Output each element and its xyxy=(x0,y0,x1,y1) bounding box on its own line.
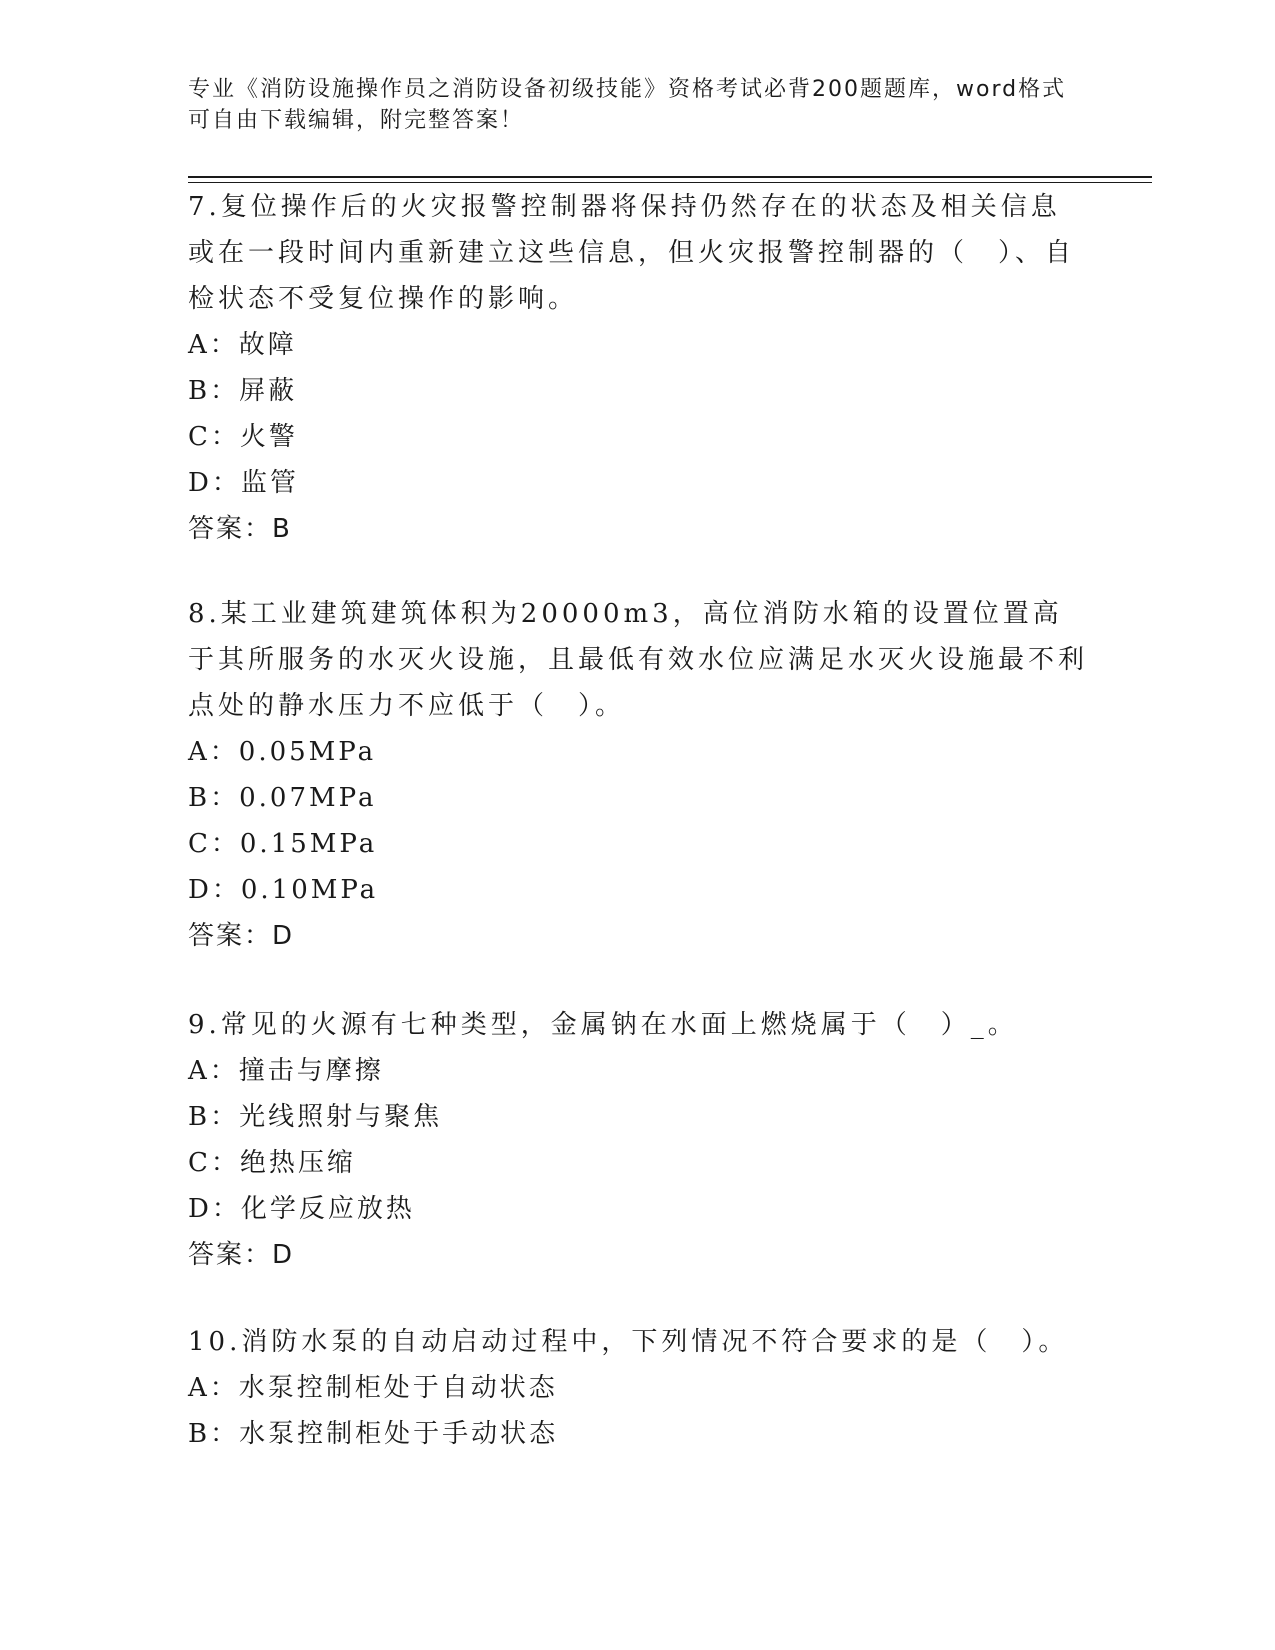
option-c: C：火警 xyxy=(188,422,298,452)
question-10 xyxy=(188,1319,1088,1457)
option-a: A：0.05MPa xyxy=(188,737,377,767)
header-divider-thin xyxy=(188,182,1152,183)
option-b: B：水泵控制柜处于手动状态 xyxy=(188,1419,559,1449)
question-8 xyxy=(188,591,1088,959)
option-d: D：监管 xyxy=(188,468,299,498)
option-b: B：光线照射与聚焦 xyxy=(188,1102,443,1132)
answer-label: 答案：D xyxy=(188,921,295,951)
option-a: A：水泵控制柜处于自动状态 xyxy=(188,1373,558,1403)
option-d: D：0.10MPa xyxy=(188,875,379,905)
question-stem: 9.常见的火源有七种类型，金属钠在水面上燃烧属于（ ）_。 xyxy=(188,1010,1018,1040)
option-c: C：绝热压缩 xyxy=(188,1148,356,1178)
question-7 xyxy=(188,184,1088,552)
option-a: A：故障 xyxy=(188,330,297,360)
option-b: B：屏蔽 xyxy=(188,376,298,406)
option-a: A：撞击与摩擦 xyxy=(188,1056,384,1086)
document-header: 专业《消防设施操作员之消防设备初级技能》资格考试必背200题题库，word格式可自由下载编辑，附完整答案！ xyxy=(188,77,1067,133)
question-stem: 8.某工业建筑建筑体积为20000m3，高位消防水箱的设置位置高于其所服务的水灭火设施，且最低有效水位应满足水灭火设施最不利点处的静水压力不应低于（ ）。 xyxy=(188,599,1089,721)
answer-label: 答案：D xyxy=(188,1240,295,1270)
option-c: C：0.15MPa xyxy=(188,829,378,859)
question-stem: 7.复位操作后的火灾报警控制器将保持仍然存在的状态及相关信息或在一段时间内重新建立这些信息，但火灾报警控制器的（ ）、自检状态不受复位操作的影响。 xyxy=(188,192,1076,314)
question-9 xyxy=(188,1002,1088,1278)
header-divider-thick xyxy=(188,176,1152,178)
question-stem: 10.消防水泵的自动启动过程中，下列情况不符合要求的是（ ）。 xyxy=(188,1327,1069,1357)
answer-label: 答案：B xyxy=(188,514,292,544)
option-b: B：0.07MPa xyxy=(188,783,377,813)
option-d: D：化学反应放热 xyxy=(188,1194,415,1224)
